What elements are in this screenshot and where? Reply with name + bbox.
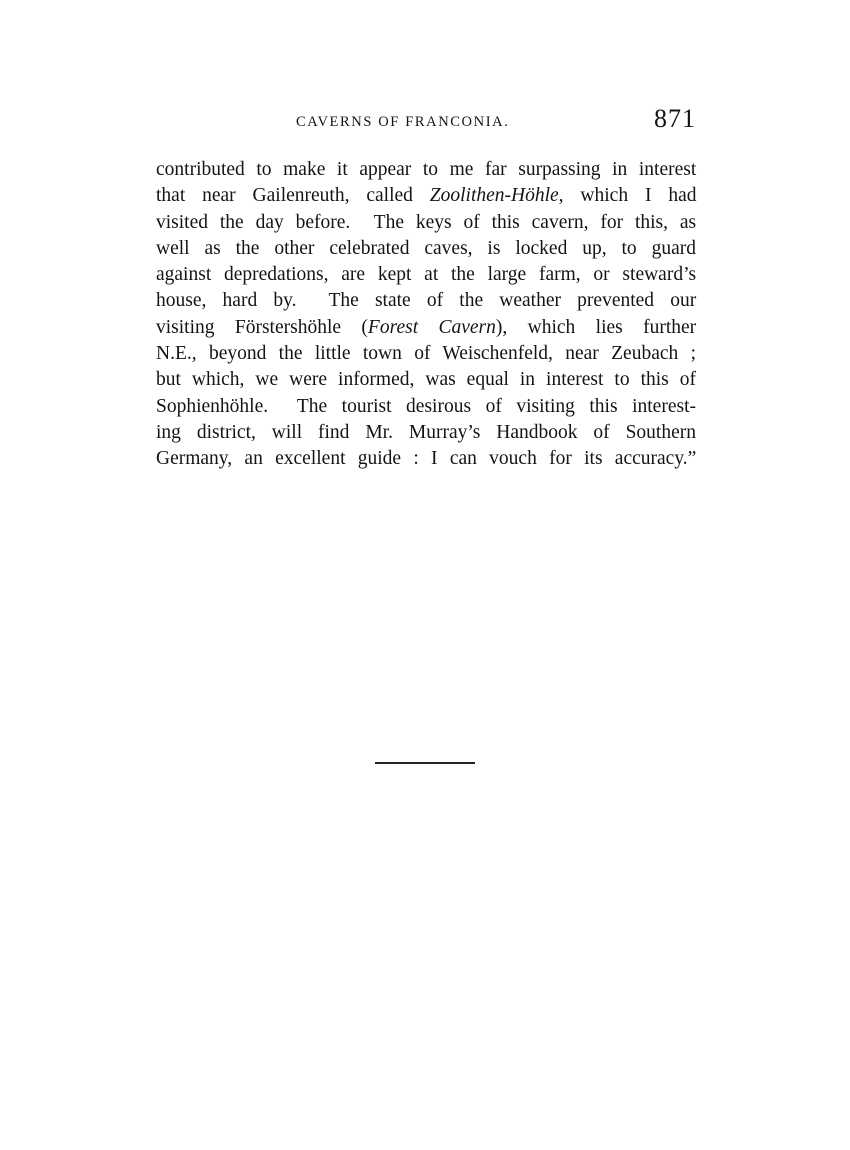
text-line (156, 210, 696, 236)
text-segment: house, hard by. The state of the weather prevented our (156, 290, 697, 312)
body-paragraph (156, 157, 696, 473)
running-title: CAVERNS OF FRANCONIA. (296, 114, 510, 130)
text-segment: visiting Förstershöhle ( (156, 316, 368, 338)
text-segment: ), which lies further (495, 316, 697, 338)
text-segment: well as the other celebrated caves, is locked up, to guard (156, 237, 696, 259)
text-line (156, 236, 696, 262)
italic-text: Zoolithen-Höhle (429, 185, 559, 207)
text-line (156, 315, 696, 341)
text-line (156, 446, 696, 472)
text-segment: against depredations, are kept at the large farm, or steward’s (156, 264, 697, 286)
text-line (156, 341, 696, 367)
text-line (156, 288, 696, 314)
text-line (156, 157, 696, 183)
text-segment: Germany, an excellent guide : I can vouch for its accuracy.” (156, 448, 697, 470)
text-line (156, 394, 696, 420)
page-number: 871 (654, 104, 696, 133)
section-end-rule (375, 762, 475, 764)
text-segment: that near Gailenreuth, called (156, 185, 430, 207)
text-segment: visited the day before. The keys of this cavern, for this, as (156, 211, 697, 233)
text-segment: Sophienhöhle. The tourist desirous of visiting this interest- (156, 395, 696, 417)
text-segment: contributed to make it appear to me far surpassing in interest (156, 159, 697, 180)
text-line (156, 367, 696, 393)
running-head (156, 104, 696, 140)
text-line (156, 183, 696, 209)
italic-text: Forest Cavern (367, 316, 496, 338)
text-segment: but which, we were informed, was equal in interest to this of (156, 369, 696, 391)
text-line (156, 420, 696, 446)
text-segment: , which I had (558, 185, 697, 207)
text-segment: ing district, will find Mr. Murray’s Handbook of Southern (156, 421, 696, 443)
text-line (156, 262, 696, 288)
text-segment: N.E., beyond the little town of Weischenfeld, near Zeubach ; (156, 343, 696, 365)
